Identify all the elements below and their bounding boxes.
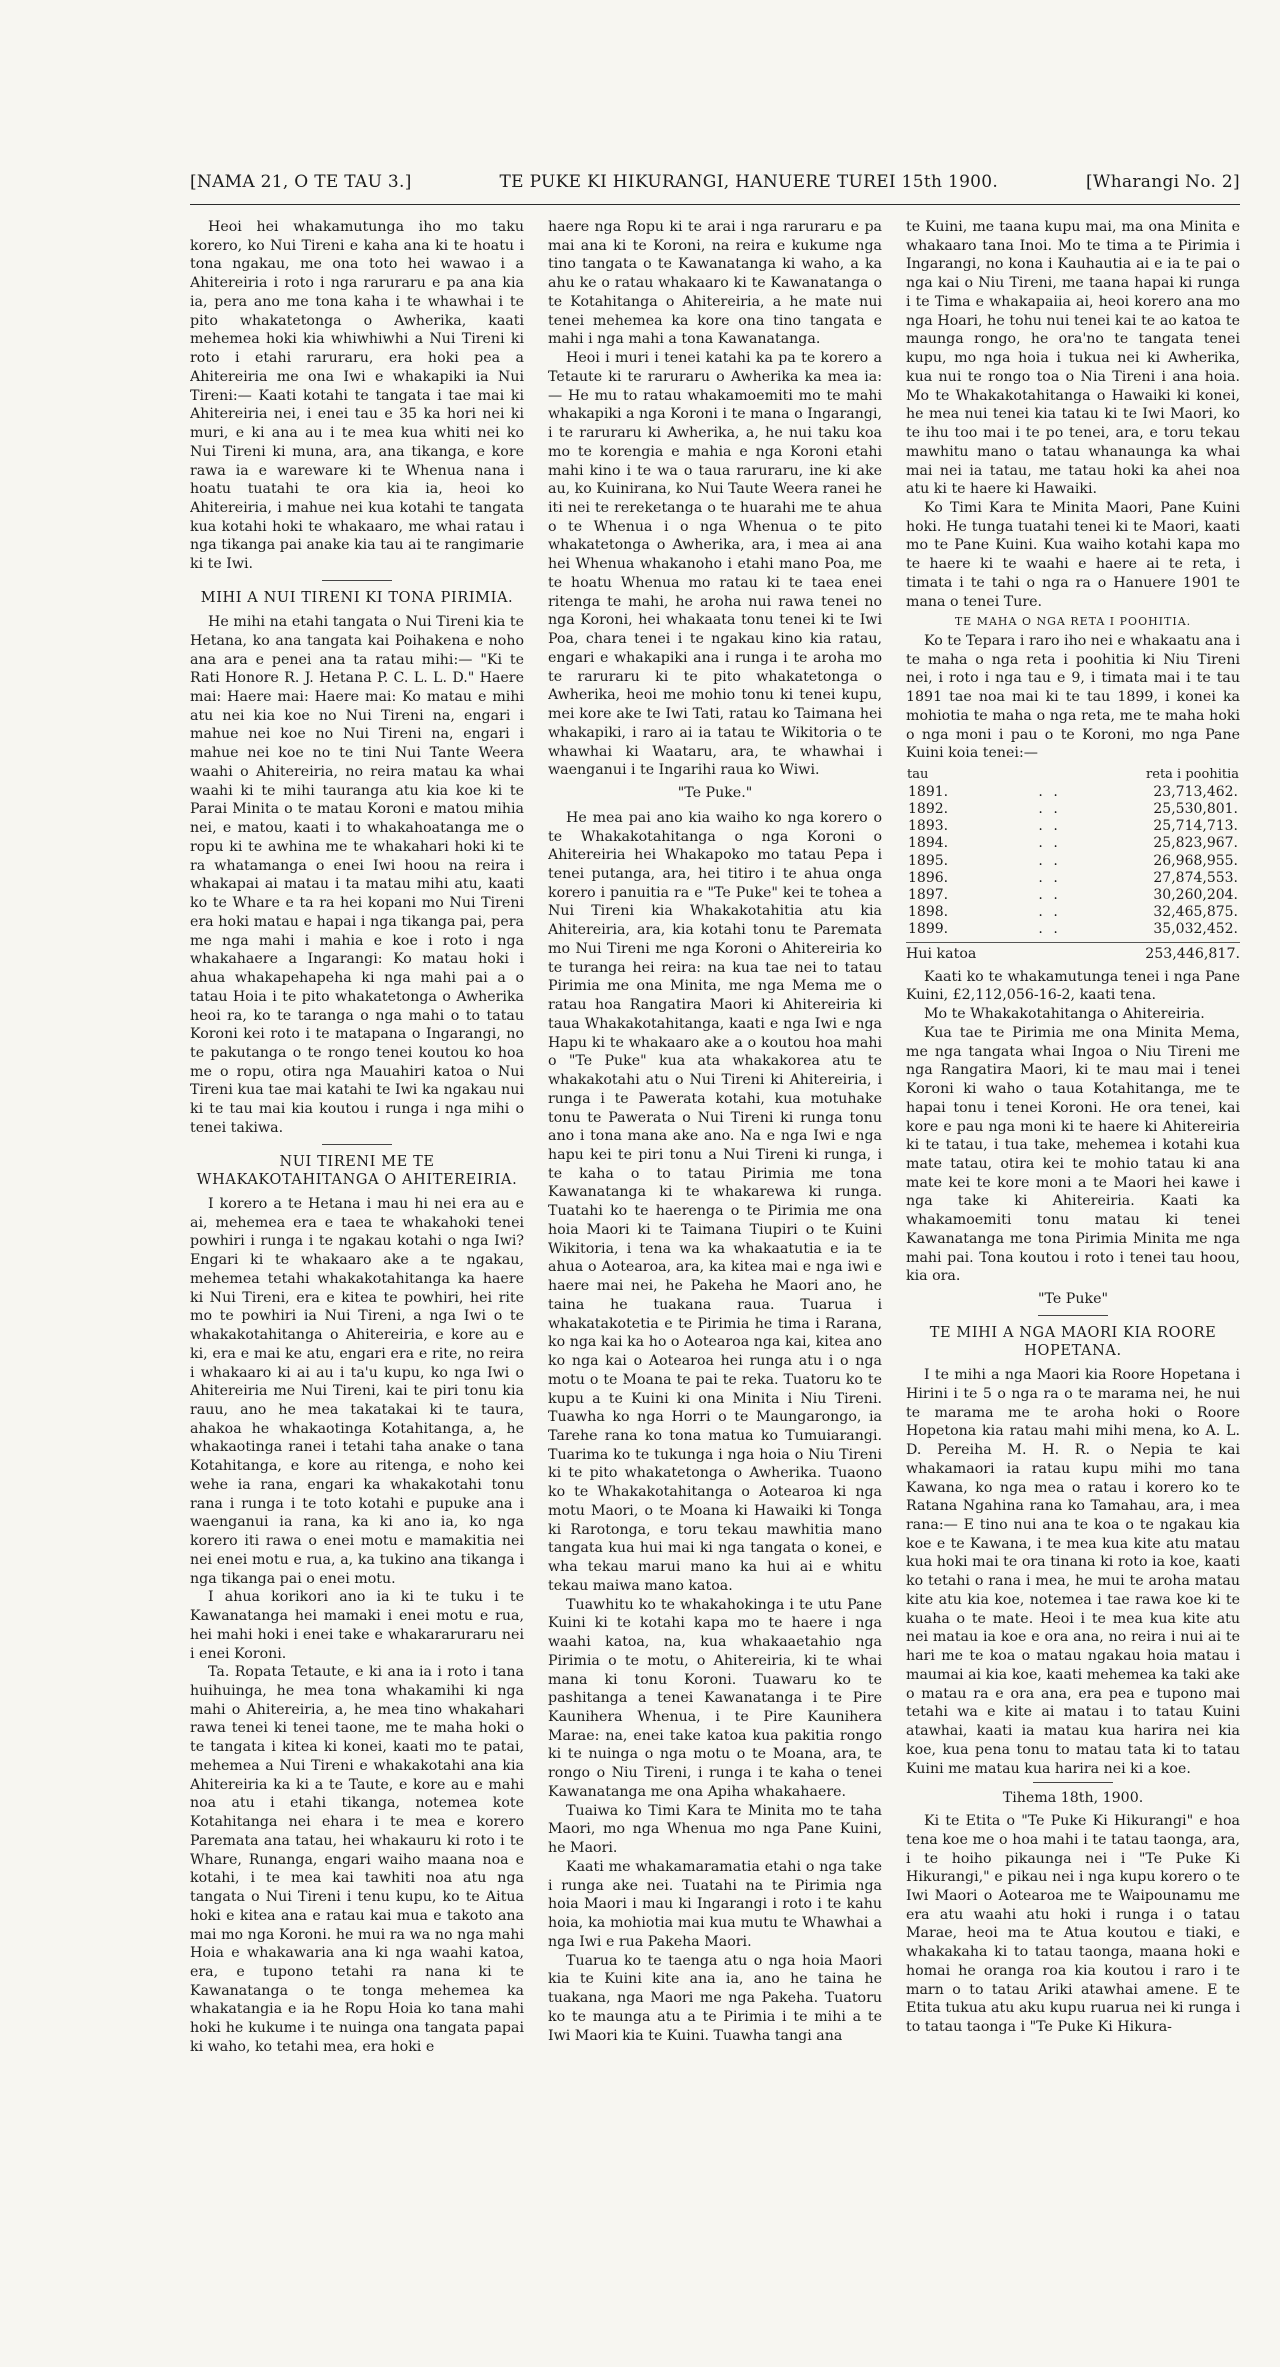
row-leader-dots: . . <box>1038 801 1061 818</box>
divider <box>1038 1315 1108 1316</box>
article-paragraph: Ko Timi Kara te Minita Maori, Pane Kuini hoki. He tunga tuatahi tenei ki te Maori, kaati mo te Pane Kuini. Kua waiho kotahi kapa mo te haere ki te waahi e haere ai te reta, i timata i te tahi o nga ra o Hanuere 1901 te mana o tenei Ture. <box>906 500 1240 610</box>
article-paragraph: Ta. Ropata Tetaute, e ki ana ia i roto i tana huihuinga, he mea tona whakamihi ki nga mahi o Ahitereiria, a, he mea tino whakahari rawa tenei ki tenei taone, me te maha hoki o te tangata i kitea ki konei, kaati mo te patai, mehemea a Nui Tireni e whakakotahi ana kia Ahitereiria ka ki a te Taute, e kore au e mahi noa atu i etahi tikanga, notemea kote Kotahitanga nei ehara i te mea e korero Paremata ana tatau, hei whakauru ki roto i te Whare, Runanga, engari waiho maana noa e kotahi, i te mea kai tawhiti noa atu nga tangata o Nui Tireni i tenu kupu, ko te Aitua hoki e kitea ana e ratau kai mua e takoto ana mai mo nga Koroni. he mui ra wa no nga mahi Hoia e whakawaria ana ki nga waahi katoa, era, e tupono tetahi ra nana ki te Kawanatanga o te tonga mehemea ka whakatangia e ia he Ropu Hoia ko tana mahi hoki he kukume i te nuinga ona tangata papai ki waho, ko tetahi mea, era hoki e <box>190 1664 524 2055</box>
total-value: 253,446,817. <box>1145 945 1240 962</box>
table-row <box>906 801 1240 818</box>
row-value: 27,874,553. <box>1153 869 1238 886</box>
article-paragraph: Mo te Whakakotahitanga o Ahitereiria. <box>924 1006 1205 1023</box>
table-row <box>906 784 1240 801</box>
table-header-letters: reta i poohitia <box>1146 767 1239 783</box>
column-2 <box>548 218 882 2298</box>
article-paragraph: Heoi hei whakamutunga iho mo taku korero, ko Nui Tireni e kaha ana ki te hoatu i tona ngakau, me ona toto hei wawao i a Ahitereiria i roto i nga raruraru e pa ana kia ia, pera ano me tona kaha i te whawhai i te pito whakatetonga o Awherika, kaati mehemea hoki kia whiwhiwhi a Nui Tireni ki roto i etahi raruraru, era hoki pea a Ahitereiria me ona Iwi e whakapiki ia Nui Tireni:— Kaati kotahi te tangata i tae mai ki Ahitereiria nei, i enei tau e 35 ka hori nei ki muri, e ki ana au i te mea kua whiti nei ko Nui Tireni ki muna, ara, ana tikanga, e kore rawa ia e wareware ki te Whenua nana i hoatu tuatahi te ora kia ia, heoi ko Ahitereiria, i mahue nei kua kotahi te tangata kua kotahi hoki te whakaaro, me whai ratau i nga tikanga pai anake kia tau ai te rangimarie ki te Iwi. <box>190 219 524 573</box>
divider <box>322 580 392 581</box>
row-value: 32,465,875. <box>1153 903 1238 920</box>
table-row <box>906 818 1240 835</box>
divider <box>1033 1782 1113 1783</box>
row-year: 1894. <box>908 835 949 852</box>
row-value: 25,714,713. <box>1153 818 1238 835</box>
row-value: 30,260,204. <box>1153 886 1238 903</box>
total-label: Hui katoa <box>906 945 977 962</box>
row-leader-dots: . . <box>1038 852 1061 869</box>
masthead <box>190 172 1240 198</box>
issue-number: [NAMA 21, O TE TAU 3.] <box>190 172 412 192</box>
row-leader-dots: . . <box>1038 920 1061 937</box>
column-1 <box>190 218 524 2298</box>
row-year: 1899. <box>908 920 949 937</box>
article-paragraph: Heoi i muri i tenei katahi ka pa te korero a Tetaute ki te raruraru o Awherika ka mea ia:— He mu to ratau whakamoemiti mo te mahi whakapiki a nga Koroni i te mana o Ingarangi, i te raruraru ki Awherika, a, he nui taku koa mo te korengia e mahia e nga Koroni etahi mahi kino i te wa o taua raruraru, ine ki ake au, ko Kuinirana, ko Nui Taute Weera ranei he iti nei te rereketanga o te huarahi me te ahua o te Whenua i o nga Whenua o te pito whakatetonga o Awherika, ara, i mea ai ana hei Whenua whakanoho i etahi mano Poa, me te hoatu Whenua mo ratau ki te taea enei ritenga te mahi, he aroha nui rawa tenei no nga Koroni, hei whakaata tonu tenei ki te Iwi Poa, chara tenei i te ngakau kino kia ratau, engari e whakapiki ana i runga i te aroha mo te raruraru ki te pito whakatetonga o Awherika, heoi me mohio tonu ki tenei kupu, mei kore ake te Iwi Tati, ratau ko Taimana hei whakapiki, i raro ai ia tatau te Wikitoria o te whawhai ki Waataru, ara, te whawhai i waenganui i te Ingarihi raua ko Wiwi. <box>548 350 882 779</box>
row-year: 1893. <box>908 818 949 835</box>
row-year: 1892. <box>908 801 949 818</box>
table-row <box>906 904 1240 921</box>
row-year: 1895. <box>908 852 949 869</box>
article-heading: NUI TIRENI ME TE WHAKAKOTAHITANGA O AHITEREIRIA. <box>196 1153 518 1188</box>
row-value: 23,713,462. <box>1153 784 1238 801</box>
row-year: 1896. <box>908 869 949 886</box>
article-paragraph: He mea pai ano kia waiho ko nga korero o te Whakakotahitanga o nga Koroni o Ahitereiria hei Whakapoko mo tatau Pepa i tenei putanga, ara, hei titiro i te ahua onga korero i panuitia ra e "Te Puke" kei te tohea a Nui Tireni kia Whakakotahitia atu kia Ahitereiria, ara, kia kotahi tonu te Paremata mo Nui Tireni me nga Koroni o Ahitereiria ko te turanga hei reira: na kua tae nei to tatau Pirimia me ona Minita, me nga Mema me o ratau hoa Rangatira Maori ki Ahitereiria ki taua Whakakotahitanga, kaati e nga Iwi e nga Hapu ki te whakaaro ake a o koutou hoa mahi o "Te Puke" kua ata whakakorea atu te whakakotahi atu o Nui Tireni ki Ahitereiria, i runga i te Pawerata kotahi, kua motuhake tonu te Pawerata o Nui Tireni ki runga tonu ano i tona mana ake ano. Na e nga Iwi e nga hapu kei te piri tonu a Nui Tireni ki runga, i te kaha o to tatau Pirimia me tona Kawanatanga ki te whakarewa ki runga. Tuatahi ko te haerenga o te Pirimia me ona hoia Maori ki te Taimana Tiupiri o te Kuini Wikitoria, i tena wa ka whakaatutia e ia te ahua o Aotearoa, ara, ka kitea mai e nga iwi e haere mai nei, he Pakeha he Maori ano, he taina he tuakana raua. Tuarua i whakatakotetia e te Pirimia he tima i Rarana, ko nga kai ka ho o Aotearoa nga kai, kitea ano ko nga kai o Aotearoa hei runga atu i o nga motu o te Moana te pai te reka. Tuatoru ko te kupu a te Kuini ki ona Minita i Niu Tireni. Tuawha ko nga Horri o te Maungarongo, ia Tarehe rana ko tona matua ko Tumuiarangi. Tuarima ko te tukunga i nga hoia o Niu Tireni ki te pito whakatetonga o Awherika. Tuaono ko te Whakakotahitanga o Aotearoa ki nga motu Maori, o te Moana ki Hawaiki ki Tonga ki Rarotonga, e toru tekau mawhitia mano tangata kua hui mai ki nga tangata o konei, e wha tekau marui mano ka hui ai e whitu tekau maiwa mano katoa. <box>548 809 882 1594</box>
letter-date: Tihema 18th, 1900. <box>1002 1790 1144 1807</box>
page-number: [Wharangi No. 2] <box>1085 172 1240 192</box>
row-value: 26,968,955. <box>1153 852 1238 869</box>
article-paragraph: Tuaiwa ko Timi Kara te Minita mo te taha Maori, mo nga Whenua mo nga Pane Kuini, he Maori. <box>548 1802 882 1857</box>
row-leader-dots: . . <box>1038 818 1061 835</box>
table-row <box>906 870 1240 887</box>
header-rule <box>190 204 1240 205</box>
article-paragraph: I korero a te Hetana i mau hi nei era au e ai, mehemea era e taea te whakahoki tenei powhiri i runga i te ngakau kotahi o nga Iwi? Engari ki te whakaaro ake a te ngakau, mehemea tetahi whakakotahitanga ka haere ki Nui Tireni, era e kitea te powhiri, hei rite mo te powhiri ia Nui Tireni, a nga Iwi o te whakakotahitanga o Ahitereiria, e kore au e ki, era e mai ke atu, engari era e rite, no reira i whakaaro ki ai au i ta'u kupu, ko nga Iwi o Ahitereiria me Nui Tireni, kai te piri tonu kia rauu, ano he mea takatakai ki te taura, ahakoa he whakaotinga Kotahitanga, a, he whakaotinga ranei i tetahi taha anake o tana Kotahitanga, e kore au ritenga, e noho kei wehe ia rana, engari ka whakakotahi tonu rana i runga i te toto kotahi e pupuke ana i waenganui ia rana, ka ki ano ia, ko nga korero iti rawa o enei motu e mamakitia nei nei enei motu e rua, a, ka tukino ana tikanga i nga tikanga pai o enei motu. <box>190 1195 524 1587</box>
row-leader-dots: . . <box>1038 835 1061 852</box>
row-year: 1891. <box>908 784 949 801</box>
letters-table <box>906 765 1240 938</box>
table-total <box>906 942 1240 964</box>
table-row <box>906 887 1240 904</box>
row-leader-dots: . . <box>1038 869 1061 886</box>
article-paragraph: te Kuini, me taana kupu mai, ma ona Minita e whakaaro tana Inoi. Mo te tima a te Pirimia i Ingarangi, no kona i Kauhautia ai e ia te pai o nga kai o Niu Tireni, me taana hapai ki runga i te Tima e whakapaiia ai, heoi korero ana mo nga Hoari, he tohu nui tenei kai te ao katoa te maunga rongo, he ora'no te tangata tenei kupu, mo nga hoia i tukua nei ki Awherika, kua nui te rongo toa o Nia Tireni i ana hoia. Mo te Whakakotahitanga o Hawaiki ki konei, he mea nui tenei kia tatau ki te Iwi Maori, ko te ihu too mai i te po tenei, ara, e toru tekau mawhitu mano o tatau whanaunga ka whai mai nei ia tatau, me tatau hoki ka ahei noa atu ki te haere ki Hawaiki. <box>906 219 1240 498</box>
section-heading: TE MAHA O NGA RETA I POOHITIA. <box>954 615 1192 629</box>
article-heading: MIHI A NUI TIRENI KI TONA PIRIMIA. <box>200 589 514 606</box>
row-value: 35,032,452. <box>1153 920 1238 937</box>
table-header-year: tau <box>907 767 929 783</box>
row-leader-dots: . . <box>1038 886 1061 903</box>
article-paragraph: Kaati me whakamaramatia etahi o nga take i runga ake nei. Tuatahi na te Pirimia nga hoia Maori i mau ki Ingarangi i roto i te kahu hoia, ka mohiotia mai kua mutu te Whawhai a nga Iwi e rua Pakeha Maori. <box>548 1858 882 1950</box>
article-paragraph: Ko te Tepara i raro iho nei e whakaatu ana i te maha o nga reta i poohitia ki Niu Tireni nei, i roto i nga tau e 9, i timata mai i te tau 1891 tae noa mai ki te tau 1899, i konei ka mohiotia te maha o nga reta, me te maha hoki o nga moni i pau o te Koroni, mo nga Pane Kuini koia tenei:— <box>906 632 1240 762</box>
divider <box>322 1144 392 1145</box>
article-paragraph: Kua tae te Pirimia me ona Minita Mema, me nga tangata whai Ingoa o Niu Tireni me nga Rangatira Maori, ki te mau mai i tenei Koroni ki waho o taua Kotahitanga, me te hapai tonu i tenei Koroni. He ora tenei, kai kore e pau nga moni ki te haere ki Ahitereiria ki te tatau, i tua take, mehemea i kotahi kua mate tatau, otira kei te mohio tatau ki ana mate kei te kore moni a te Maori hei kawe i nga take ki Ahitereiria. Kaati ka whakamoemiti tonu matau ki tenei Kawanatanga me tona Pirimia Minita me nga mahi pai. Tona koutou i roto i tenei tau hoou, kia ora. <box>906 1024 1240 1285</box>
article-paragraph: I ahua korikori ano ia ki te tuku i te Kawanatanga hei mamaki i enei motu e rua, hei mahi hoki i enei take e whakararuraru nei i enei Koroni. <box>190 1589 524 1662</box>
row-leader-dots: . . <box>1038 903 1061 920</box>
columns <box>190 218 1240 2298</box>
signature-line: "Te Puke" <box>1038 1291 1108 1308</box>
row-year: 1898. <box>908 903 949 920</box>
table-row <box>906 921 1240 938</box>
row-leader-dots: . . <box>1038 784 1061 801</box>
article-heading: TE MIHI A NGA MAORI KIA ROORE HOPETANA. <box>929 1324 1217 1360</box>
row-year: 1897. <box>908 886 949 903</box>
table-row <box>906 853 1240 870</box>
article-paragraph: Tuawhitu ko te whakahokinga i te utu Pane Kuini ki te kotahi kapa mo te haere i nga waahi katoa, na, kua whakaaetahio nga Pirimia o te motu, o Ahitereiria, ki te whai mana ki tonu Koroni. Tuawaru ko te pashitanga a tenei Kawanatanga i te Pire Kaunihera Whenua, i te Pire Kaunihera Marae: na, enei take katoa kua pakitia rongo ki te nuinga o nga motu o te Moana, ara, te rongo o Niu Tireni, i runga i te kaha o tenei Kawanatanga me ona Apiha whakahaere. <box>548 1596 882 1800</box>
signature-line: "Te Puke." <box>677 785 753 802</box>
newspaper-title-date: TE PUKE KI HIKURANGI, HANUERE TUREI 15th 1900. <box>499 172 999 192</box>
row-value: 25,823,967. <box>1153 835 1238 852</box>
column-3 <box>906 218 1240 2298</box>
article-paragraph: He mihi na etahi tangata o Nui Tireni kia te Hetana, ko ana tangata kai Poihakena e noho ana ara e penei ana ta ratau mihi:— "Ki te Rati Honore R. J. Hetana P. C. L. L. D." Haere mai: Haere mai: Haere mai: Ko matau e mihi atu nei kia koe no Nui Tireni na, engari i mahue nei koe no Nui Tireni na, engari i mahue nei koe no te tini Nui Tante Weera waahi o Ahitereiria, no reira matau ka whai waahi ki te mihi tauranga atu kia koe ki te Parai Minita o te matau Koroni e matou mihia nei, e matou, kaati i to whakahoatanga me o ropu ki te awhina me te whakahari hoki ki te ra whatamanga o enei Iwi hoou na reira i whakapai ai matau i ta matau mihi atu, kaati ko te Whare e ta ra hei kopani mo Nui Tireni era hoki matau e hapai i nga tikanga pai, pera me nga mahi i mahia e koe i roto i nga whakahaere a Ingarangi: Ko matau hoki i ahua whakapehapeha ki nga mahi pai a o tatau Hoia i te pito whakatetonga o Awherika heoi ra, ko te taranga o nga mahi o to tatau Koroni kei roto i te matapana o Ingarangi, no te pakutanga o te rongo tenei koutou ko hoa me o ropu, otira nga Mauahiri katoa o Nui Tireni kua tae mai katahi te Iwi ka ngakau nui ki te tau mai kia koutou i runga i nga mihi o tenei takiwa. <box>190 614 524 1136</box>
table-row <box>906 835 1240 852</box>
article-paragraph: Ki te Etita o "Te Puke Ki Hikurangi" e hoa tena koe me o hoa mahi i te tatau taonga, ara, i te hoiho pikaunga nei i "Te Puke Ki Hikurangi," e pikau nei i nga kupu korero o te Iwi Maori o Aotearoa me te Waipounamu me era atu waahi atu hoki i runga i o tatau Marae, heoi ma te Atua koutou e tiaki, e whakakaha ki to tatau taonga, maana hoki e homai he oranga roa kia koutou i raro i te marn o to tatau Ariki atawhai amene. E te Etita tukua atu aku kupu ruarua nei ki runga i to tatau taonga i "Te Puke Ki Hikura- <box>906 1813 1240 2036</box>
article-paragraph: I te mihi a nga Maori kia Roore Hopetana i Hirini i te 5 o nga ra o te marama nei, he nui te marama me te aroha hoki o Roore Hopetona kia ratau mahi mihi mena, ko A. L. D. Pereiha M. H. R. o Nepia te kai whakamaori ia ratau kupu mihi mo tana Kawana, ko nga mea o ratau i korero ko te Ratana Ngahina rana ko Tamahau, ara, i mea rana:— E tino nui ana te koa o te ngakau kia koe e te Kawana, i te mea kua kite atu matau kua hoki mai te ora tinana ki roto ia koe, kaati ko tetahi o rana i mea, he mui te aroha matau kite atu kia koe, notemea i tae rawa koe ki te kuaha o te mate. Heoi i te mea kua kite atu nei matau ia koe e ora ana, no reira i nui ai te hari me te koa o matau ngakau hoia matau i maumai ai kia koe, kaati mehemea ka taki ake o matau ra e ora ana, era pea e tupono mai tetahi wa e kite ai matau i to tatau Kuini atawhai, kaati ia matau kua harira nei kia koe, kua pena tonu to matau tata ki to tatau Kuini me matau kua harira nei ki a koe. <box>906 1367 1240 1777</box>
row-value: 25,530,801. <box>1153 801 1238 818</box>
article-paragraph: Kaati ko te whakamutunga tenei i nga Pane Kuini, £2,112,056-16-2, kaati tena. <box>906 968 1240 1004</box>
article-paragraph: Tuarua ko te taenga atu o nga hoia Maori kia te Kuini kite ana ia, ano he taina he tuakana, nga Maori me nga Pakeha. Tuatoru ko te maunga atu a te Pirimia i te mihi a te Iwi Maori kia te Kuini. Tuawha tangi ana <box>548 1952 882 2044</box>
article-paragraph: haere nga Ropu ki te arai i nga raruraru e pa mai ana ki te Koroni, na reira e kukume nga tino tangata o te Kawanatanga ki waho, a ka ahu ke o ratau whakaaro ki te Kawanatanga o te Kotahitanga o Ahitereiria, a he mate nui tenei mehemea ka kore ona tino tangata e mahi i nga mahi a tona Kawanatanga. <box>548 219 882 348</box>
